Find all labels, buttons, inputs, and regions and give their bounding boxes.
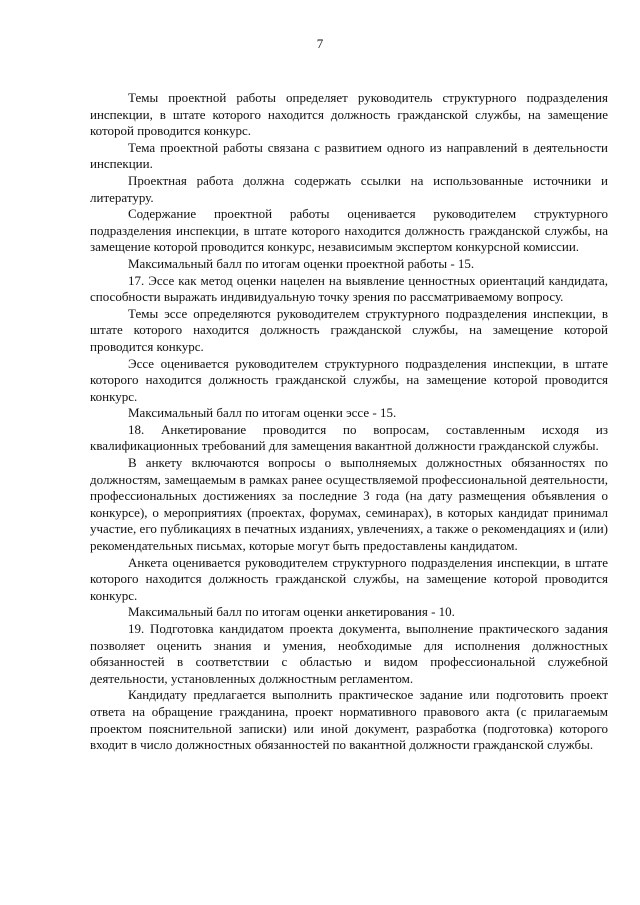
- paragraph-questionnaire-max-score: Максимальный балл по итогам оценки анкетирования - 10.: [128, 604, 455, 620]
- paragraph-essay-evaluation: Эссе оценивается руководителем структурного подразделения инспекции, в штате которого находится должность гражданской службы, на замещение которой проводится конкурс.: [90, 355, 608, 404]
- paragraph-practical-task-details: Кандидату предлагается выполнить практическое задание или подготовить проект ответа на обращение гражданина, проект нормативного правового акта (с прилагаемым проектом пояснительной записки) или иной документ, разработка (подготовка) которого входит в число должностных обязанностей по вакантной должности гражданской службы.: [90, 687, 608, 753]
- paragraph-essay-topics: Темы эссе определяются руководителем структурного подразделения инспекции, в штате которого находится должность гражданской службы, на замещение которой проводится конкурс.: [90, 305, 608, 354]
- paragraph-essay-method: 17. Эссе как метод оценки нацелен на выявление ценностных ориентаций кандидата, способности выражать индивидуальную точку зрения по рассматриваемому вопросу.: [90, 272, 608, 305]
- document-body: [90, 90, 608, 754]
- page-number: 7: [316, 36, 324, 51]
- paragraph-project-references: Проектная работа должна содержать ссылки на использованные источники и литературу.: [90, 172, 608, 205]
- paragraph-project-evaluation: Содержание проектной работы оценивается руководителем структурного подразделения инспекции, в штате которого находится должность гражданской службы, на замещение которой проводится конкурс, независимым экспертом конкурсной комиссии.: [90, 206, 608, 255]
- paragraph-project-topics: Темы проектной работы определяет руководитель структурного подразделения инспекции, в штате которого находится должность гражданской службы, на замещение которой проводится конкурс.: [90, 90, 608, 139]
- paragraph-practical-task-method: 19. Подготовка кандидатом проекта документа, выполнение практического задания позволяет оценить знания и умения, необходимые для исполнения должностных обязанностей в соответствии с областью и видом профессиональной служебной деятельности, установленных должностным регламентом.: [90, 621, 608, 686]
- paragraph-project-max-score: Максимальный балл по итогам оценки проектной работы - 15.: [128, 255, 475, 271]
- paragraph-questionnaire-contents: В анкету включаются вопросы о выполняемых должностных обязанностях по должностям, замещаемым в рамках ранее осуществляемой профессиональной деятельности, профессиональных достижениях за последние 3 года (на дату размещения объявления о конкурсе), о мероприятиях (проектах, форумах, семинарах), в которых кандидат принимал участие, его публикациях в печатных изданиях, увлечениях, а также о рекомендациях и (или) рекомендательных письмах, которые могут быть предоставлены кандидатом.: [90, 455, 608, 554]
- paragraph-questionnaire-evaluation: Анкета оценивается руководителем структурного подразделения инспекции, в штате которого находится должность гражданской службы, на замещение которой проводится конкурс.: [90, 554, 608, 603]
- paragraph-project-topic-relation: Тема проектной работы связана с развитием одного из направлений в деятельности инспекции.: [90, 139, 608, 172]
- paragraph-essay-max-score: Максимальный балл по итогам оценки эссе - 15.: [128, 405, 397, 421]
- paragraph-questionnaire-method: 18. Анкетирование проводится по вопросам, составленным исходя из квалификационных требований для замещения вакантной должности гражданской службы.: [90, 421, 608, 454]
